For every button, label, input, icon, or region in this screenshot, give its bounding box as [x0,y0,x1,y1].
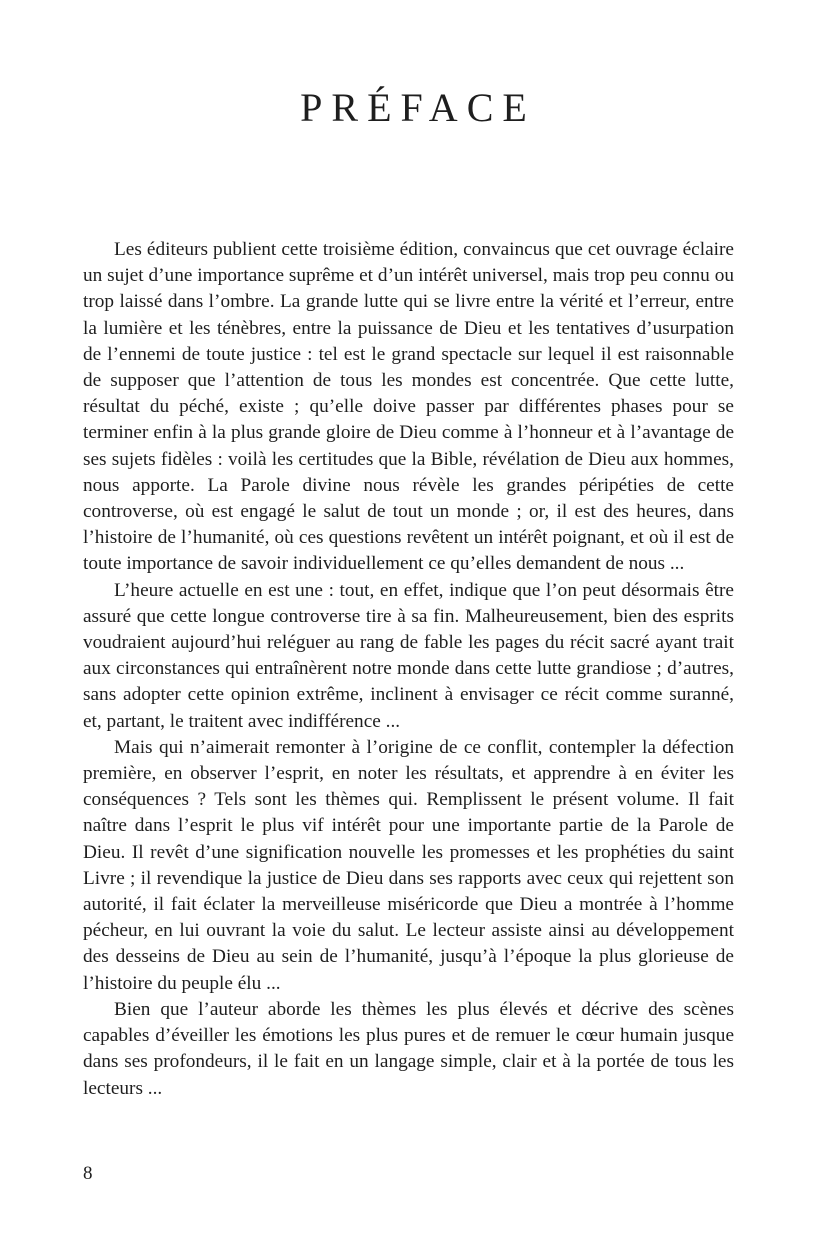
page-number: 8 [83,1163,93,1184]
paragraph-3: Mais qui n’aimerait remonter à l’origine de ce conflit, contempler la défection première, en observer l’esprit, en noter les résultats, et apprendre à en éviter les conséquences ? Tels sont les thèmes qui. Remplissent le présent volume. Il fait naître dans l’esprit le plus vif intérêt pour une importante partie de la Parole de Dieu. Il revêt d’une signification nouvelle les promesses et les prophéties du saint Livre ; il revendique la justice de Dieu dans ses rapports avec ceux qui rejettent son autorité, il fait éclater la merveilleuse miséricorde que Dieu a montrée à l’homme pécheur, en lui ouvrant la voie du salut. Le lecteur assiste ainsi au développement des desseins de Dieu au sein de l’humanité, jusqu’à l’époque la plus glorieuse de l’histoire du peuple élu ... [83,736,734,994]
paragraph-2: L’heure actuelle en est une : tout, en effet, indique que l’on peut désormais être assuré que cette longue controverse tire à sa fin. Malheureusement, bien des esprits voudraient aujourd’hui reléguer au rang de fable les pages du récit sacré ayant trait aux circonstances qui entraînèrent notre monde dans cette lutte grandiose ; d’autres, sans adopter cette opinion extrême, inclinent à envisager ce récit comme suranné, et, partant, le traitent avec indifférence ... [83,579,734,732]
paragraph-1: Les éditeurs publient cette troisième édition, convaincus que cet ouvrage éclaire un sujet d’une importance suprême et d’un intérêt universel, mais trop peu connu ou trop laissé dans l’ombre. La grande lutte qui se livre entre la vérité et l’erreur, entre la lumière et les ténèbres, entre la puissance de Dieu et les tentatives d’usurpation de l’ennemi de toute justice : tel est le grand spectacle sur lequel il est raisonnable de supposer que l’attention de tous les mondes est concentrée. Que cette lutte, résultat du péché, existe ; qu’elle doive passer par différentes phases pour se terminer enfin à la plus grande gloire de Dieu comme à l’honneur et à l’avantage de ses sujets fidèles : voilà les certitudes que la Bible, révélation de Dieu aux hommes, nous apporte. La Parole divine nous révèle les grandes péripéties de cette controverse, où est engagé le salut de tout un monde ; or, il est des heures, dans l’histoire de l’humanité, où ces questions revêtent un intérêt poignant, et où il est de toute importance de savoir individuellement ce qu’elles demandent de nous ... [83,239,734,575]
chapter-title: PRÉFACE [300,85,536,130]
paragraph-4: Bien que l’auteur aborde les thèmes les plus élevés et décrive des scènes capables d’éveiller les émotions les plus pures et de remuer le cœur humain jusque dans ses profondeurs, il le fait en un langage simple, clair et à la portée de tous les lecteurs ... [83,998,734,1099]
preface-body [83,237,734,1102]
